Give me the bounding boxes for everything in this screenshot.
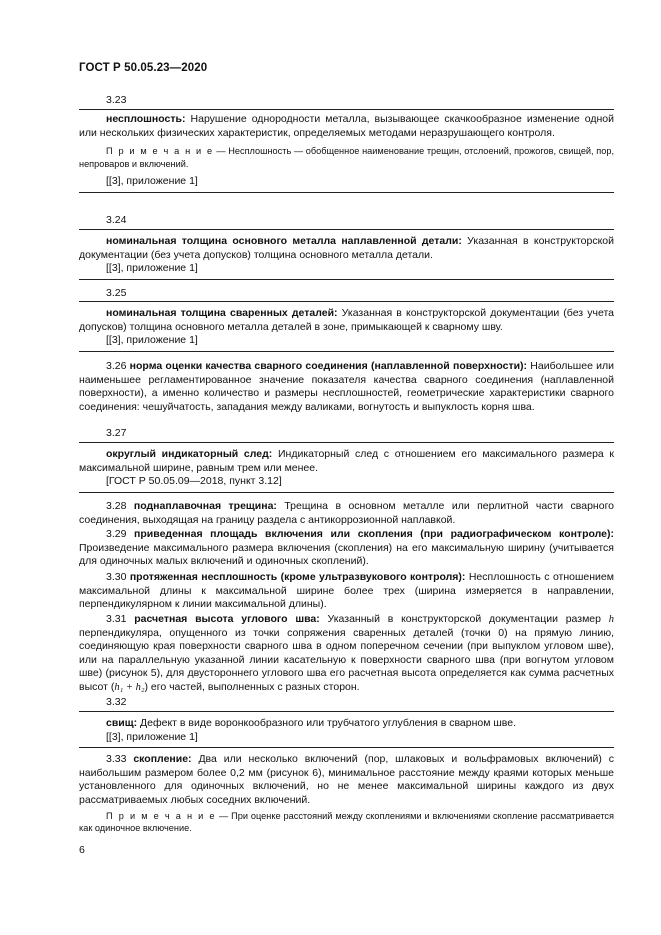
- term-box-3-27: [79, 442, 614, 493]
- term-3-26: норма оценки качества сварного соединения (наплавленной поверхности):: [129, 360, 528, 372]
- term-source-3-32: [[3], приложение 1]: [106, 730, 198, 743]
- term-3-32: свищ:: [106, 717, 138, 729]
- term-3-27: округлый индикаторный след:: [106, 448, 273, 460]
- term-3-31: расчетная высота углового шва:: [134, 613, 320, 625]
- term-number-3-27: 3.27: [106, 427, 127, 439]
- term-number-3-23: 3.23: [106, 94, 127, 106]
- term-source-3-23: [[3], приложение 1]: [106, 175, 198, 187]
- term-definition-3-25: номинальная толщина сваренных деталей: Указанная в конструкторской документации (без учета допусков) толщина основного металла деталей в зоне, примыкающей к сварному шву.: [79, 307, 614, 333]
- term-3-33: скопление:: [133, 753, 192, 765]
- term-source-3-27: [ГОСТ Р 50.05.09—2018, пункт 3.12]: [106, 475, 282, 488]
- term-paragraph-3-28: 3.28 поднаплавочная трещина: Трещина в основном металле или перлитной части сварного соединения, выходящая на границу раздела с антикоррозионной наплавкой.: [79, 500, 615, 526]
- term-number-3-25: 3.25: [106, 287, 127, 299]
- term-number-3-24: 3.24: [106, 214, 127, 226]
- term-3-30: протяженная несплошность (кроме ультразвукового контроля):: [129, 571, 466, 583]
- term-note-3-33: П р и м е ч а н и е — При оценке расстояний между скоплениями и включениями скопление рассматривается как одиночное включение.: [79, 811, 614, 834]
- term-box-3-25: [79, 301, 614, 352]
- term-definition-3-23: несплошность: Нарушение однородности металла, вызывающее скачкообразное изменение одной или нескольких физических характеристик, определяемых методами неразрушающего контроля.: [79, 113, 614, 139]
- term-box-3-32: [79, 711, 614, 748]
- term-paragraph-3-26: 3.26 норма оценки качества сварного соединения (наплавленной поверхности): Наибольшее или наименьшее регламентированное значение показателя качества сварного соединения (наплавленной поверхности), а именно количество и размеры несплошностей, геометрические характеристики сварного соединения: чешуйчатость, западания между валиками, вогнутость и выпуклость корня шва.: [79, 360, 614, 413]
- term-3-23: несплошность:: [106, 113, 186, 125]
- term-source-3-24: [[3], приложение 1]: [106, 262, 198, 275]
- term-3-24: номинальная толщина основного металла наплавленной детали:: [106, 235, 462, 247]
- term-paragraph-3-30: 3.30 протяженная несплошность (кроме ультразвукового контроля): Несплошность с отношением максимальной длины к максимальной ширине более трех (ширина измеряется в направлении, перпендикулярном к линии максимальной длины).: [79, 571, 614, 611]
- term-definition-3-27: округлый индикаторный след: Индикаторный след с отношением его максимального размера к максимальной ширине, равным трем или менее.: [79, 448, 615, 474]
- term-box-3-23: [79, 109, 614, 193]
- term-box-3-24: [79, 229, 614, 280]
- term-3-29: приведенная площадь включения или скопления (при радиографическом контроле):: [134, 528, 614, 540]
- term-note-3-23: П р и м е ч а н и е — Несплошность — обобщенное наименование трещин, отслоений, прожогов, свищей, пор, непроваров и включений.: [79, 146, 615, 169]
- document-header: ГОСТ Р 50.05.23—2020: [79, 62, 208, 74]
- term-source-3-25: [[3], приложение 1]: [106, 334, 198, 347]
- term-number-3-32: 3.32: [106, 696, 127, 708]
- symbol-h: h: [608, 614, 615, 625]
- formula-h1-h2: h₁ + h₂: [114, 681, 145, 693]
- page-number: 6: [79, 844, 85, 856]
- term-definition-3-32: свищ: Дефект в виде воронкообразного или трубчатого углубления в сварном шве.: [106, 717, 516, 729]
- term-definition-3-24: номинальная толщина основного металла наплавленной детали: Указанная в конструкторской документации (без учета допусков) толщина основного металла детали.: [79, 235, 614, 261]
- term-3-28: поднаплавочная трещина:: [133, 500, 277, 512]
- term-paragraph-3-33: 3.33 скопление: Два или несколько включений (пор, шлаковых и вольфрамовых включений) с наибольшим размером более 0,2 мм (рисунок 6), минимальное расстояние между краями которых меньше установленного для одиночных включений, но не менее максимальной ширины каждого из двух рассматриваемых любых соседних включений.: [79, 753, 614, 806]
- term-paragraph-3-31: 3.31 расчетная высота углового шва: Указанный в конструкторской документации размер h перпендикуляра, опущенного из точки сопряжения сваренных деталей (точки 0) на прямую линию, соединяющую края поверхности сварного шва в одном поперечном сечении (при выпуклом угловом шве), или на параллельную указанной линии касательную к поверхности сварного шва (при вогнутом угловом шве) (рисунок 5), для двустороннего углового шва его расчетная высота определяется как сумма расчетных высот (h₁ + h₂) его частей, выполненных с разных сторон.: [79, 613, 615, 693]
- term-paragraph-3-29: 3.29 приведенная площадь включения или скопления (при радиографическом контроле): Произведение максимального размера включения (скопления) на его максимальную ширину (учитывается для одиночных малых включений и одиночных скоплений).: [79, 528, 614, 568]
- term-3-25: номинальная толщина сваренных деталей:: [106, 307, 338, 319]
